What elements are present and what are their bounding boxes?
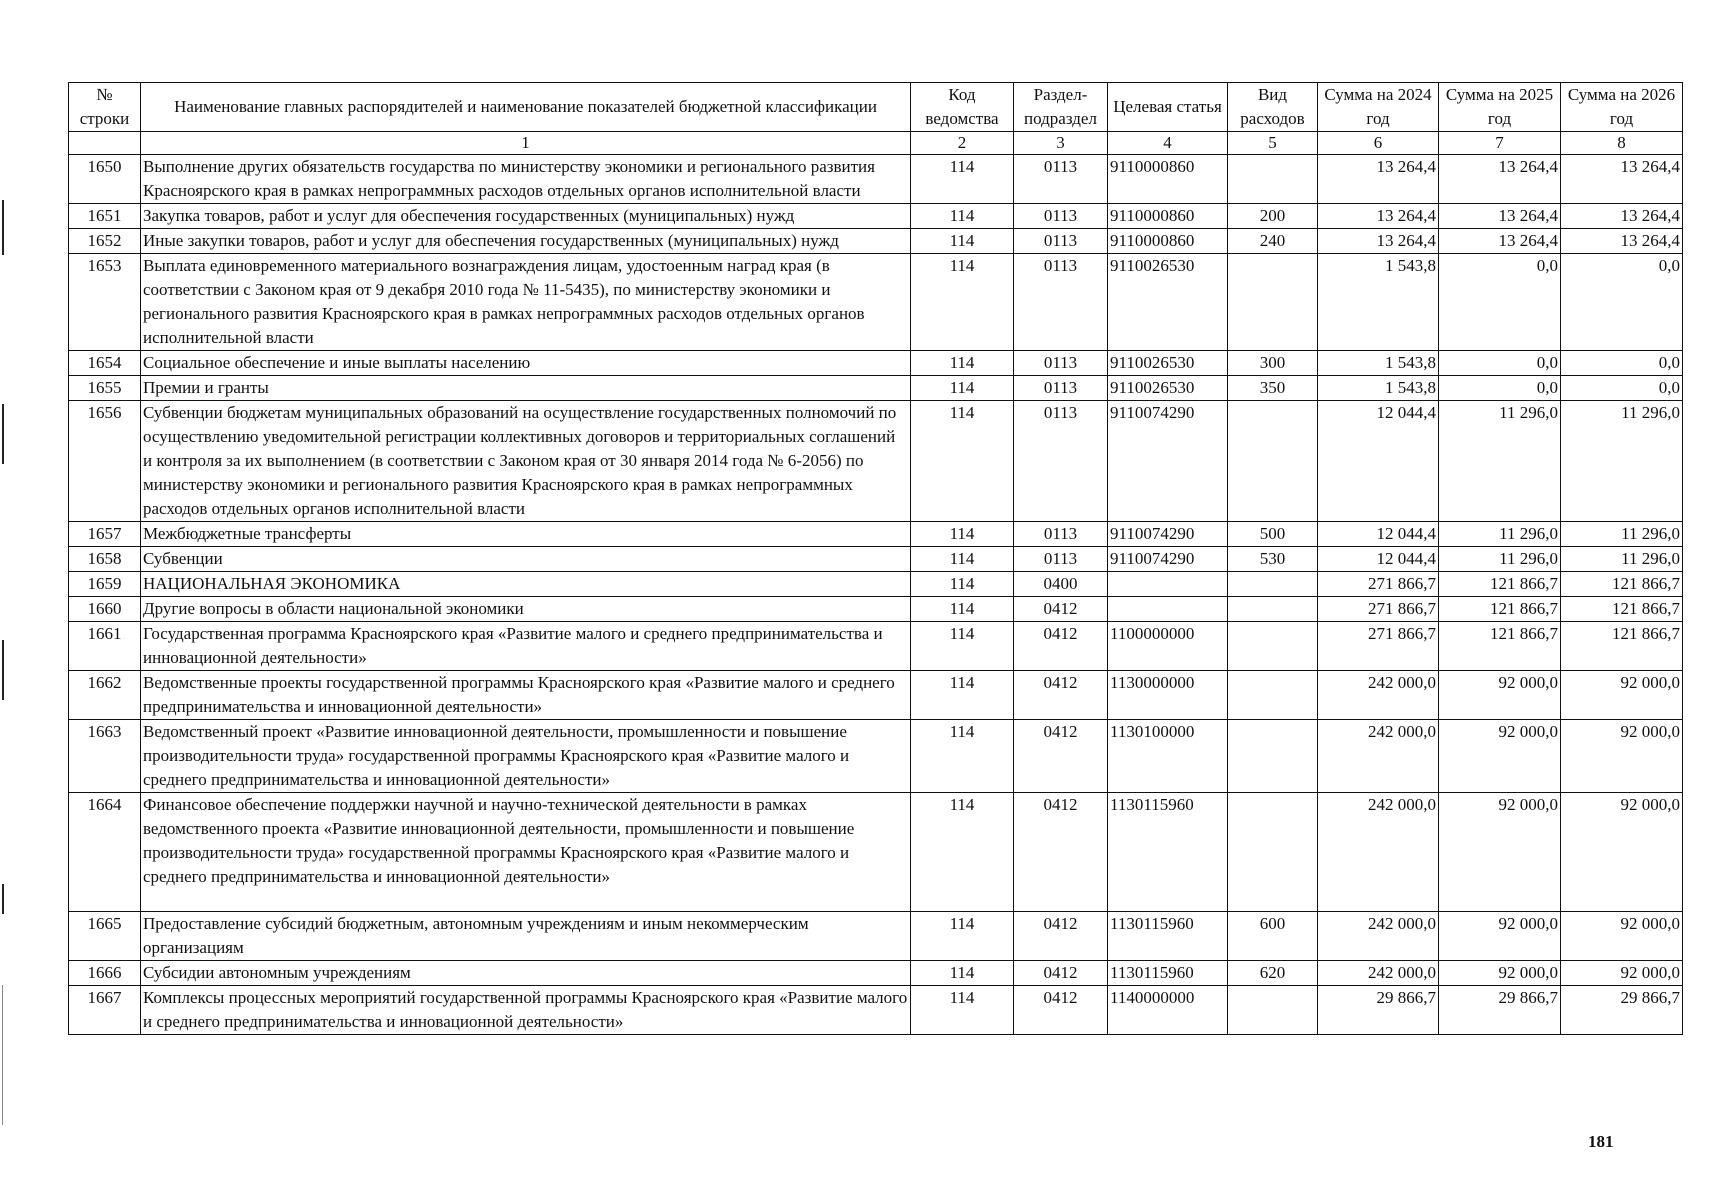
row-name: Премии и гранты [141, 376, 911, 401]
row-expense-type [1228, 254, 1318, 351]
row-name: Ведомственный проект «Развитие инновационной деятельности, промышленности и повышение производительности труда» государственной программы Красноярского края «Развитие малого и среднего предпринимательства и инновационной деятельности» [141, 720, 911, 793]
row-section-code: 0412 [1014, 912, 1108, 961]
row-dept-code: 114 [911, 229, 1014, 254]
row-dept-code: 114 [911, 572, 1014, 597]
row-section-code: 0113 [1014, 522, 1108, 547]
row-section-code: 0113 [1014, 254, 1108, 351]
row-number: 1661 [69, 622, 141, 671]
row-amount-2024: 1 543,8 [1318, 376, 1439, 401]
table-row [69, 622, 1683, 671]
row-target-article: 1130000000 [1108, 671, 1228, 720]
row-dept-code: 114 [911, 912, 1014, 961]
row-expense-type: 200 [1228, 204, 1318, 229]
row-amount-2026: 13 264,4 [1561, 229, 1683, 254]
row-expense-type: 600 [1228, 912, 1318, 961]
row-section-code: 0412 [1014, 597, 1108, 622]
row-target-article: 1100000000 [1108, 622, 1228, 671]
header-exptype: Вид расходов [1228, 83, 1318, 132]
row-expense-type [1228, 986, 1318, 1035]
row-expense-type: 500 [1228, 522, 1318, 547]
header-2024: Сумма на 2024 год [1318, 83, 1439, 132]
scan-edge-mark [2, 985, 3, 1125]
row-amount-2024: 12 044,4 [1318, 547, 1439, 572]
row-dept-code: 114 [911, 204, 1014, 229]
row-name: Ведомственные проекты государственной программы Красноярского края «Развитие малого и среднего предпринимательства и инновационной деятельности» [141, 671, 911, 720]
row-expense-type: 350 [1228, 376, 1318, 401]
row-number: 1663 [69, 720, 141, 793]
row-amount-2024: 13 264,4 [1318, 155, 1439, 204]
row-amount-2025: 0,0 [1439, 376, 1561, 401]
table-row [69, 522, 1683, 547]
row-amount-2024: 1 543,8 [1318, 254, 1439, 351]
row-section-code: 0412 [1014, 622, 1108, 671]
row-target-article: 1130115960 [1108, 912, 1228, 961]
row-section-code: 0412 [1014, 793, 1108, 912]
row-amount-2025: 11 296,0 [1439, 547, 1561, 572]
row-expense-type: 300 [1228, 351, 1318, 376]
row-target-article: 1140000000 [1108, 986, 1228, 1035]
row-name: Социальное обеспечение и иные выплаты населению [141, 351, 911, 376]
row-amount-2025: 92 000,0 [1439, 793, 1561, 912]
row-section-code: 0113 [1014, 204, 1108, 229]
row-section-code: 0400 [1014, 572, 1108, 597]
row-section-code: 0412 [1014, 961, 1108, 986]
row-name: Другие вопросы в области национальной экономики [141, 597, 911, 622]
row-number: 1665 [69, 912, 141, 961]
row-name: Финансовое обеспечение поддержки научной и научно-технической деятельности в рамках ведомственного проекта «Развитие инновационной деятельности, промышленности и повышение производительности труда» государственной программы Красноярского края «Развитие малого и среднего предпринимательства и инновационной деятельности» [141, 793, 911, 912]
row-target-article: 9110000860 [1108, 204, 1228, 229]
table-row [69, 401, 1683, 522]
row-dept-code: 114 [911, 522, 1014, 547]
row-number: 1653 [69, 254, 141, 351]
row-target-article: 9110026530 [1108, 351, 1228, 376]
table-row [69, 671, 1683, 720]
colnum-empty [69, 132, 141, 155]
row-amount-2026: 121 866,7 [1561, 597, 1683, 622]
row-target-article: 9110074290 [1108, 401, 1228, 522]
row-amount-2024: 271 866,7 [1318, 597, 1439, 622]
row-amount-2024: 1 543,8 [1318, 351, 1439, 376]
row-number: 1652 [69, 229, 141, 254]
row-name: Предоставление субсидий бюджетным, автономным учреждениям и иным некоммерческим организациям [141, 912, 911, 961]
row-amount-2026: 121 866,7 [1561, 572, 1683, 597]
row-expense-type [1228, 671, 1318, 720]
row-target-article: 9110000860 [1108, 155, 1228, 204]
colnum-2: 2 [911, 132, 1014, 155]
row-amount-2026: 11 296,0 [1561, 401, 1683, 522]
row-amount-2026: 92 000,0 [1561, 793, 1683, 912]
row-dept-code: 114 [911, 961, 1014, 986]
header-article: Целевая статья [1108, 83, 1228, 132]
row-section-code: 0113 [1014, 376, 1108, 401]
row-amount-2026: 11 296,0 [1561, 547, 1683, 572]
header-name: Наименование главных распорядителей и наименование показателей бюджетной классификации [141, 83, 911, 132]
row-amount-2026: 29 866,7 [1561, 986, 1683, 1035]
row-section-code: 0113 [1014, 547, 1108, 572]
table-row [69, 572, 1683, 597]
row-amount-2025: 121 866,7 [1439, 572, 1561, 597]
row-number: 1657 [69, 522, 141, 547]
header-dept: Код ведомства [911, 83, 1014, 132]
row-target-article [1108, 597, 1228, 622]
row-dept-code: 114 [911, 622, 1014, 671]
row-amount-2025: 13 264,4 [1439, 155, 1561, 204]
row-amount-2025: 92 000,0 [1439, 961, 1561, 986]
row-amount-2026: 13 264,4 [1561, 155, 1683, 204]
row-amount-2026: 92 000,0 [1561, 671, 1683, 720]
row-name: Субвенции [141, 547, 911, 572]
row-amount-2024: 13 264,4 [1318, 204, 1439, 229]
row-number: 1656 [69, 401, 141, 522]
row-amount-2025: 121 866,7 [1439, 622, 1561, 671]
scan-edge-mark [2, 884, 4, 914]
row-number: 1662 [69, 671, 141, 720]
row-amount-2026: 0,0 [1561, 254, 1683, 351]
table-row [69, 597, 1683, 622]
colnum-7: 7 [1439, 132, 1561, 155]
row-dept-code: 114 [911, 401, 1014, 522]
row-expense-type [1228, 155, 1318, 204]
row-amount-2025: 11 296,0 [1439, 522, 1561, 547]
row-dept-code: 114 [911, 986, 1014, 1035]
table-row [69, 155, 1683, 204]
row-amount-2026: 92 000,0 [1561, 961, 1683, 986]
colnum-6: 6 [1318, 132, 1439, 155]
row-expense-type [1228, 720, 1318, 793]
row-expense-type [1228, 622, 1318, 671]
table-row [69, 547, 1683, 572]
row-name: Выполнение других обязательств государства по министерству экономики и регионального развития Красноярского края в рамках непрограммных расходов отдельных органов исполнительной власти [141, 155, 911, 204]
header-row [69, 83, 1683, 132]
row-amount-2024: 271 866,7 [1318, 572, 1439, 597]
row-section-code: 0113 [1014, 155, 1108, 204]
row-expense-type [1228, 401, 1318, 522]
row-name: Комплексы процессных мероприятий государственной программы Красноярского края «Развитие малого и среднего предпринимательства и инновационной деятельности» [141, 986, 911, 1035]
row-amount-2024: 242 000,0 [1318, 961, 1439, 986]
row-dept-code: 114 [911, 793, 1014, 912]
row-name: Межбюджетные трансферты [141, 522, 911, 547]
row-amount-2024: 12 044,4 [1318, 522, 1439, 547]
row-target-article [1108, 572, 1228, 597]
row-amount-2025: 13 264,4 [1439, 204, 1561, 229]
row-amount-2024: 242 000,0 [1318, 671, 1439, 720]
row-amount-2025: 92 000,0 [1439, 671, 1561, 720]
header-2025: Сумма на 2025 год [1439, 83, 1561, 132]
row-section-code: 0412 [1014, 720, 1108, 793]
table-row [69, 351, 1683, 376]
row-amount-2025: 92 000,0 [1439, 720, 1561, 793]
row-expense-type [1228, 572, 1318, 597]
row-name: Выплата единовременного материального вознаграждения лицам, удостоенным наград края (в соответствии с Законом края от 9 декабря 2010 года № 11-5435), по министерству экономики и регионального развития Красноярского края в рамках непрограммных расходов отдельных органов исполнительной власти [141, 254, 911, 351]
row-target-article: 1130100000 [1108, 720, 1228, 793]
table-row [69, 376, 1683, 401]
table-row [69, 229, 1683, 254]
row-section-code: 0412 [1014, 986, 1108, 1035]
row-amount-2025: 0,0 [1439, 351, 1561, 376]
row-amount-2024: 29 866,7 [1318, 986, 1439, 1035]
row-number: 1651 [69, 204, 141, 229]
page-number: 181 [1588, 1132, 1614, 1151]
row-dept-code: 114 [911, 547, 1014, 572]
row-amount-2024: 12 044,4 [1318, 401, 1439, 522]
row-target-article: 9110074290 [1108, 522, 1228, 547]
row-section-code: 0113 [1014, 229, 1108, 254]
row-amount-2025: 0,0 [1439, 254, 1561, 351]
row-dept-code: 114 [911, 351, 1014, 376]
row-expense-type [1228, 793, 1318, 912]
header-section: Раздел-подраздел [1014, 83, 1108, 132]
row-section-code: 0412 [1014, 671, 1108, 720]
table-row [69, 961, 1683, 986]
row-expense-type: 530 [1228, 547, 1318, 572]
colnum-4: 4 [1108, 132, 1228, 155]
row-number: 1658 [69, 547, 141, 572]
row-amount-2025: 92 000,0 [1439, 912, 1561, 961]
row-name: Закупка товаров, работ и услуг для обеспечения государственных (муниципальных) нужд [141, 204, 911, 229]
row-number: 1664 [69, 793, 141, 912]
row-name: Государственная программа Красноярского края «Развитие малого и среднего предпринимательства и инновационной деятельности» [141, 622, 911, 671]
table-row [69, 720, 1683, 793]
row-name: Субвенции бюджетам муниципальных образований на осуществление государственных полномочий по осуществлению уведомительной регистрации коллективных договоров и территориальных соглашений и контроля за их выполнением (в соответствии с Законом края от 30 января 2014 года № 6-2056) по министерству экономики и регионального развития Красноярского края в рамках непрограммных расходов отдельных органов исполнительной власти [141, 401, 911, 522]
row-section-code: 0113 [1014, 401, 1108, 522]
row-amount-2024: 242 000,0 [1318, 720, 1439, 793]
row-amount-2024: 13 264,4 [1318, 229, 1439, 254]
row-amount-2025: 29 866,7 [1439, 986, 1561, 1035]
scan-edge-mark [2, 640, 4, 700]
row-number: 1655 [69, 376, 141, 401]
row-dept-code: 114 [911, 720, 1014, 793]
row-dept-code: 114 [911, 671, 1014, 720]
column-number-row [69, 132, 1683, 155]
row-dept-code: 114 [911, 597, 1014, 622]
row-target-article: 9110000860 [1108, 229, 1228, 254]
table-row [69, 912, 1683, 961]
colnum-5: 5 [1228, 132, 1318, 155]
budget-table-body [69, 155, 1683, 1035]
table-row [69, 793, 1683, 912]
row-name: НАЦИОНАЛЬНАЯ ЭКОНОМИКА [141, 572, 911, 597]
row-expense-type [1228, 597, 1318, 622]
row-number: 1654 [69, 351, 141, 376]
row-number: 1660 [69, 597, 141, 622]
row-number: 1650 [69, 155, 141, 204]
row-target-article: 1130115960 [1108, 793, 1228, 912]
row-amount-2024: 242 000,0 [1318, 912, 1439, 961]
scan-edge-mark [2, 200, 4, 255]
table-row [69, 204, 1683, 229]
row-amount-2026: 11 296,0 [1561, 522, 1683, 547]
row-amount-2026: 92 000,0 [1561, 912, 1683, 961]
table-row [69, 254, 1683, 351]
row-name: Иные закупки товаров, работ и услуг для обеспечения государственных (муниципальных) нужд [141, 229, 911, 254]
row-amount-2026: 92 000,0 [1561, 720, 1683, 793]
row-amount-2025: 13 264,4 [1439, 229, 1561, 254]
row-amount-2026: 0,0 [1561, 376, 1683, 401]
row-number: 1659 [69, 572, 141, 597]
row-target-article: 9110026530 [1108, 376, 1228, 401]
row-amount-2024: 242 000,0 [1318, 793, 1439, 912]
table-row [69, 986, 1683, 1035]
row-amount-2025: 11 296,0 [1439, 401, 1561, 522]
scan-edge-mark [2, 404, 4, 464]
row-expense-type: 620 [1228, 961, 1318, 986]
row-number: 1667 [69, 986, 141, 1035]
header-2026: Сумма на 2026 год [1561, 83, 1683, 132]
colnum-1: 1 [141, 132, 911, 155]
row-target-article: 1130115960 [1108, 961, 1228, 986]
row-number: 1666 [69, 961, 141, 986]
row-amount-2024: 271 866,7 [1318, 622, 1439, 671]
row-amount-2026: 0,0 [1561, 351, 1683, 376]
row-dept-code: 114 [911, 254, 1014, 351]
row-expense-type: 240 [1228, 229, 1318, 254]
row-target-article: 9110026530 [1108, 254, 1228, 351]
row-dept-code: 114 [911, 155, 1014, 204]
row-amount-2026: 13 264,4 [1561, 204, 1683, 229]
row-section-code: 0113 [1014, 351, 1108, 376]
colnum-8: 8 [1561, 132, 1683, 155]
row-amount-2025: 121 866,7 [1439, 597, 1561, 622]
colnum-3: 3 [1014, 132, 1108, 155]
header-num: № строки [69, 83, 141, 132]
row-dept-code: 114 [911, 376, 1014, 401]
row-target-article: 9110074290 [1108, 547, 1228, 572]
row-amount-2026: 121 866,7 [1561, 622, 1683, 671]
row-name: Субсидии автономным учреждениям [141, 961, 911, 986]
budget-table [68, 82, 1683, 1035]
